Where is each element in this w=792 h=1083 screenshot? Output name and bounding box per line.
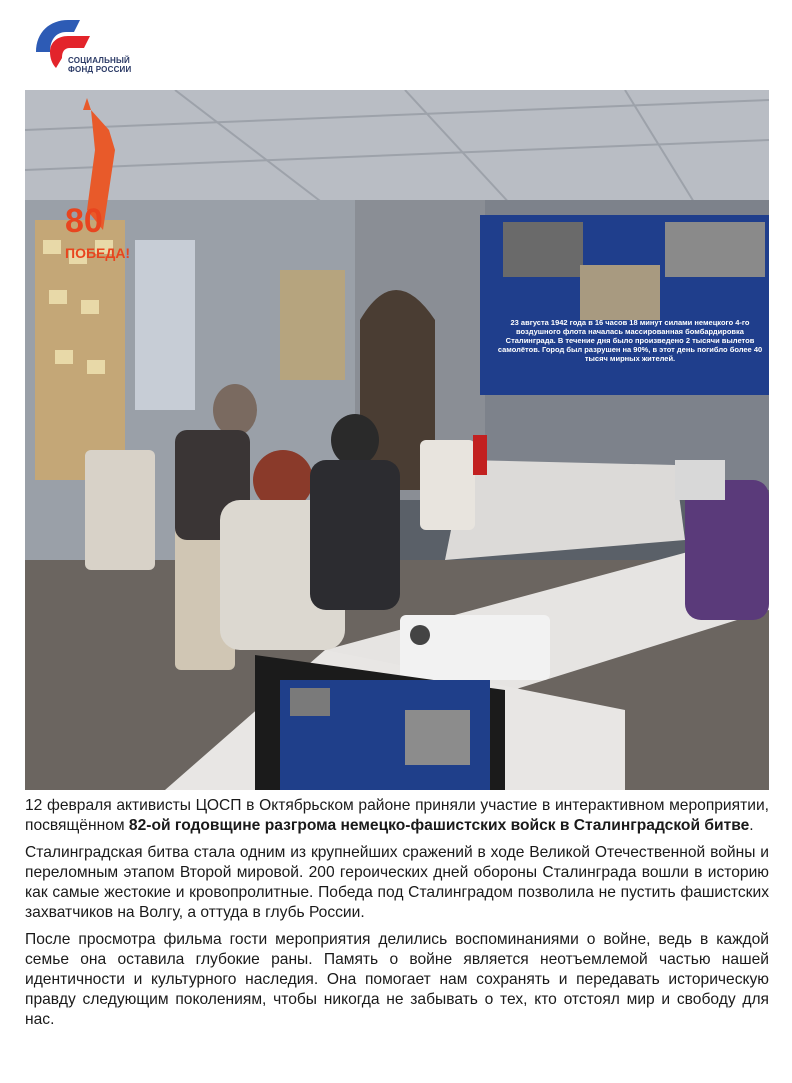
emblem-number: 80 bbox=[65, 202, 103, 240]
p1-end: . bbox=[749, 817, 754, 834]
event-photo bbox=[25, 90, 769, 790]
projector bbox=[400, 615, 550, 680]
article-body bbox=[25, 796, 769, 1037]
slide-text: 23 августа 1942 года в 16 часов 18 минут силами немецкого 4-го воздушного флота началась массированная бомбардировка Сталинграда. В течение дня было произведено 2 тысячи вылетов самолётов. Город был разрушен на 90%, в этот день погибло более 40 тысяч мирных жителей. bbox=[497, 318, 763, 363]
logo-wordmark bbox=[68, 56, 131, 74]
article-paragraph-3: После просмотра фильма гости мероприятия делились воспоминаниями о войне, ведь в каждой семье она оставила глубокие раны. Память о войне является неотъемлемой частью нашей идентичности и культурного наследия. Она помогает нам сохранять и передавать историческую правду следующим поколениям, чтобы никогда не забывать о тех, кто отстоял мир и свободу для нас. bbox=[25, 931, 769, 1028]
logo-line-1: СОЦИАЛЬНЫЙ bbox=[68, 56, 130, 65]
p1-text: 12 февраля активисты ЦОСП в Октябрьском районе приняли участие в интерактивном мероприятии, посвящённом bbox=[25, 797, 769, 834]
article-paragraph-2: Сталинградская битва стала одним из крупнейших сражений в ходе Великой Отечественной войны и переломным этапом Второй мировой. 200 героических дней обороны Сталинграда вошли в историю как самые жестокие и кровопролитные. Победа под Сталинградом позволила не пустить фашистских захватчиков на Волгу, а оттуда в глубь России. bbox=[25, 844, 769, 921]
article-paragraph-1 bbox=[25, 796, 769, 836]
p1-bold-text: 82-ой годовщине разгрома немецко-фашистских войск в Сталинградской битве bbox=[128, 817, 750, 834]
emblem-text: ПОБЕДА! bbox=[65, 245, 131, 261]
logo-line-2: ФОНД РОССИИ bbox=[68, 65, 132, 74]
